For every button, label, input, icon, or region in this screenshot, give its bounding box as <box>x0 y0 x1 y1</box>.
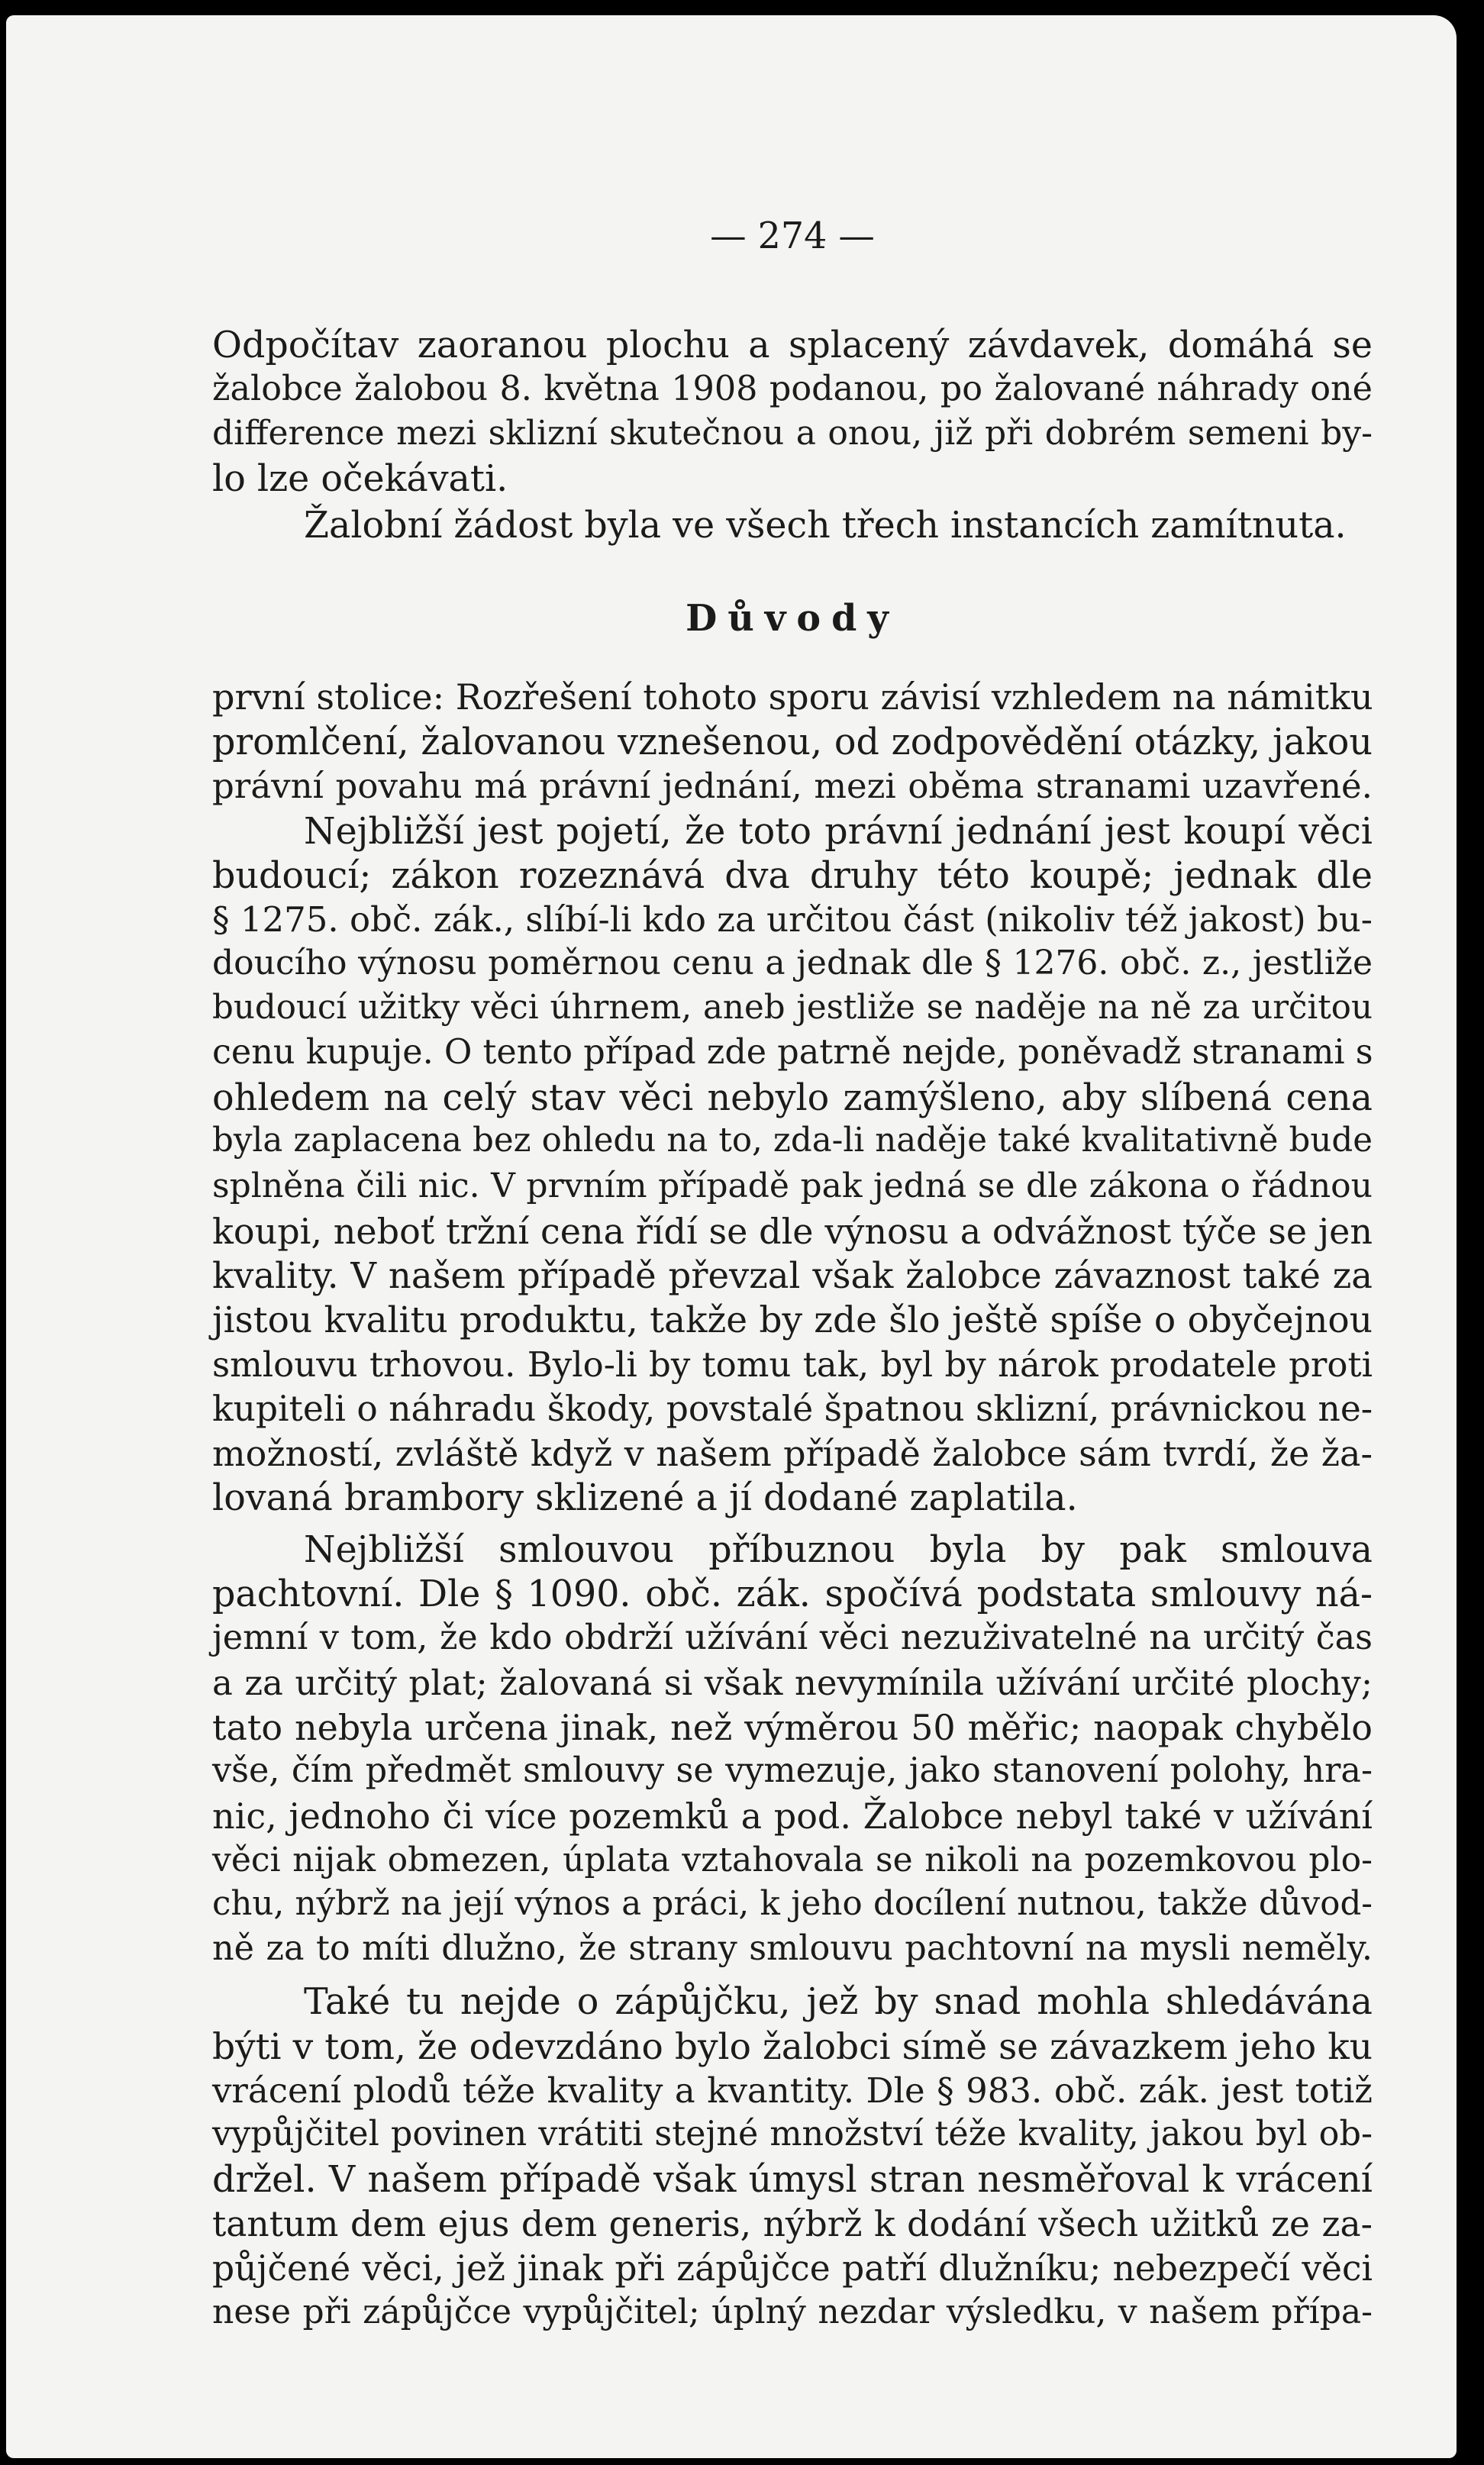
text-line: kupiteli o náhradu škody, povstalé špatnou sklizní, právnickou ne- <box>212 1389 1373 1429</box>
text-line: Žalobní žádost byla ve všech třech instancích zamítnuta. <box>304 505 1347 547</box>
text-line: býti v tom, že odevzdáno bylo žalobci símě se závazkem jeho ku <box>212 2026 1373 2068</box>
text-line: § 1275. obč. zák., slíbí-li kdo za určitou část (nikoliv též jakost) bu- <box>212 899 1373 940</box>
text-line: věci nijak obmezen, úplata vztahovala se nikoli na pozemkovou plo- <box>212 1841 1373 1879</box>
text-line: první stolice: Rozřešení tohoto sporu závisí vzhledem na námitku <box>212 676 1373 718</box>
text-line: možností, zvláště když v našem případě žalobce sám tvrdí, že ža- <box>212 1433 1373 1474</box>
text-line: žalobce žalobou 8. května 1908 podanou, po žalované náhrady oné <box>212 369 1373 408</box>
text-line: chu, nýbrž na její výnos a práci, k jeho docílení nutnou, takže důvod- <box>212 1885 1373 1923</box>
text-line: lovaná brambory sklizené a jí dodané zaplatila. <box>212 1477 1078 1519</box>
text-line: kvality. V našem případě převzal však žalobce závaznost také za <box>212 1255 1373 1296</box>
text-line: nese při zápůjčce vypůjčitel; úplný nezdar výsledku, v našem přípa- <box>212 2292 1373 2331</box>
page <box>6 15 1457 2458</box>
text-line: vypůjčitel povinen vrátiti stejné množství téže kvality, jakou byl ob- <box>212 2115 1373 2154</box>
text-line: difference mezi sklizní skutečnou a onou, již při dobrém semeni by- <box>212 414 1373 453</box>
text-line: Také tu nejde o zápůjčku, jež by snad mohla shledávána <box>304 1981 1373 2023</box>
text-line: doucího výnosu poměrnou cenu a jednak dle § 1276. obč. z., jestliže <box>212 944 1373 982</box>
text-line: půjčené věci, jež jinak při zápůjčce patří dlužníku; nebezpečí věci <box>212 2248 1373 2289</box>
text-line: byla zaplacena bez ohledu na to, zda-li naděje také kvalitativně bude <box>212 1121 1373 1160</box>
text-line: vrácení plodů téže kvality a kvantity. Dle § 983. obč. zák. jest totiž <box>212 2070 1373 2111</box>
page-number: — 274 — <box>710 215 875 257</box>
text-line: Odpočítav zaoranou plochu a splacený závdavek, domáhá se <box>212 324 1373 366</box>
text-line: lo lze očekávati. <box>212 458 508 500</box>
text-line: tato nebyla určena jinak, než výměrou 50 měřic; naopak chybělo <box>212 1707 1373 1748</box>
text-line: budoucí užitky věci úhrnem, aneb jestliže se naděje na ně za určitou <box>212 989 1373 1027</box>
text-line: Nejbližší jest pojetí, že toto právní jednání jest koupí věci <box>304 811 1373 853</box>
text-line: držel. V našem případě však úmysl stran nesměřoval k vrácení <box>212 2159 1373 2201</box>
text-line: budoucí; zákon rozeznává dva druhy této koupě; jednak dle <box>212 855 1373 897</box>
text-line: cenu kupuje. O tento případ zde patrně nejde, poněvadž stranami s <box>212 1033 1373 1072</box>
text-line: a za určitý plat; žalovaná si však nevymínila užívání určité plochy; <box>212 1663 1373 1703</box>
text-line: koupi, neboť tržní cena řídí se dle výnosu a odvážnost týče se jen <box>212 1211 1373 1252</box>
text-line: právní povahu má právní jednání, mezi oběma stranami uzavřené. <box>212 766 1373 806</box>
text-line: tantum dem ejus dem generis, nýbrž k dodání všech užitků ze za- <box>212 2204 1373 2244</box>
text-line: splněna čili nic. V prvním případě pak jedná se dle zákona o řádnou <box>212 1166 1373 1205</box>
text-line: ohledem na celý stav věci nebylo zamýšleno, aby slíbená cena <box>212 1077 1373 1119</box>
text-line: jistou kvalitu produktu, takže by zde šlo ještě spíše o obyčejnou <box>212 1299 1373 1341</box>
text-line: nic, jednoho či více pozemků a pod. Žalobce nebyl také v užívání <box>212 1796 1373 1837</box>
text-line: jemní v tom, že kdo obdrží užívání věci nezuživatelné na určitý čas <box>212 1618 1373 1657</box>
text-line: promlčení, žalovanou vznešenou, od zodpovědění otázky, jakou <box>212 721 1373 763</box>
text-line: vše, čím předmět smlouvy se vymezuje, jako stanovení polohy, hra- <box>212 1751 1373 1790</box>
text-line: pachtovní. Dle § 1090. obč. zák. spočívá podstata smlouvy ná- <box>212 1573 1373 1615</box>
text-line: ně za to míti dlužno, že strany smlouvu pachtovní na mysli neměly. <box>212 1929 1373 1968</box>
section-heading: Důvody <box>686 597 899 640</box>
text-line: smlouvu trhovou. Bylo-li by tomu tak, byl by nárok prodatele proti <box>212 1344 1373 1385</box>
text-line: Nejbližší smlouvou příbuznou byla by pak smlouva <box>304 1529 1373 1571</box>
